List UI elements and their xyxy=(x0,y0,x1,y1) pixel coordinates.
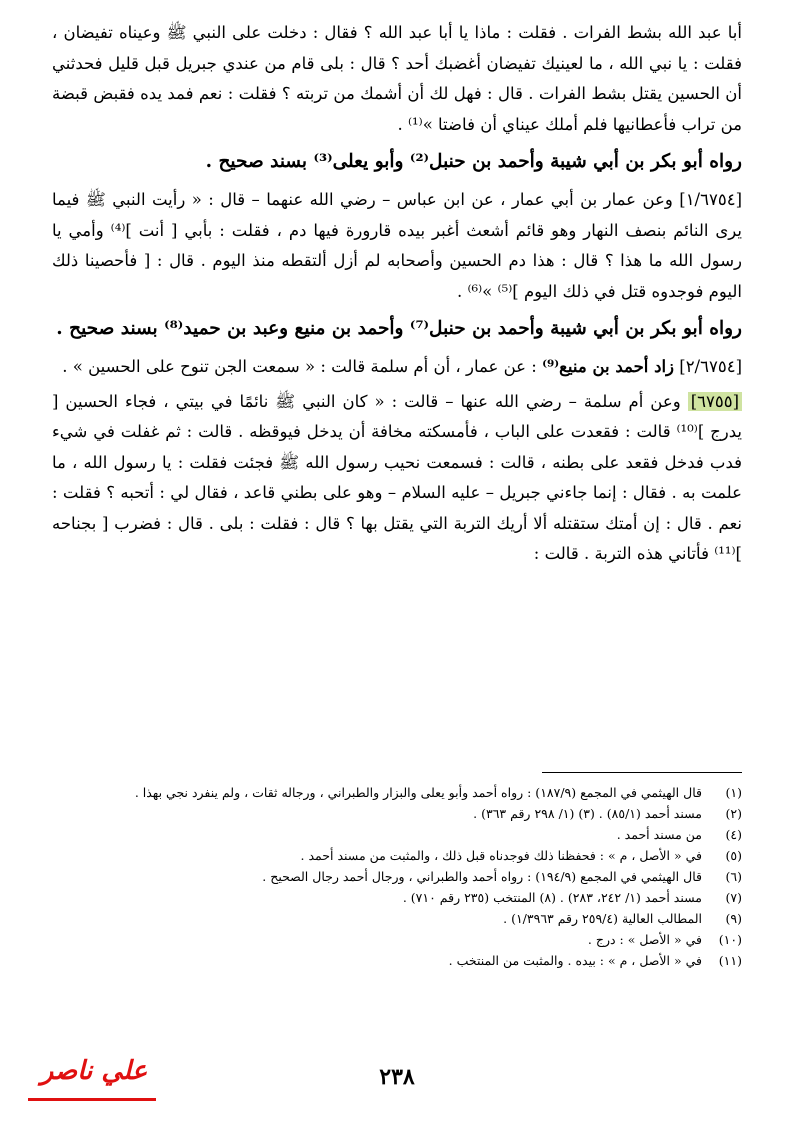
footnote: (٩)المطالب العالية (٢٥٩/٤ رقم ١/٣٩٦٣) . xyxy=(503,911,742,926)
footnote: (٥)في « الأصل ، م » : فحفظنا ذلك فوجدناه قبل ذلك ، والمثبت من مسند أحمد . xyxy=(300,848,742,863)
footnotes xyxy=(52,782,742,971)
footnote: (٢)مسند أحمد (٨٥/١) . (٣) (١/ ٢٩٨ رقم ٣٦٣) . xyxy=(473,806,742,821)
footnote: (١)قال الهيثمي في المجمع (١٨٧/٩) : رواه أحمد وأبو يعلى والبزار والطبراني ، ورجاله ثقات ، ولم ينفرد نجي بهذا . xyxy=(134,785,742,800)
signature-watermark: علي ناصر xyxy=(40,1056,148,1086)
hadith-ref-3: [٢/٦٧٥٤] xyxy=(679,357,742,376)
paragraph-2: [١/٦٧٥٤] وعن عمار بن أبي عمار ، عن ابن عباس – رضي الله عنهما – قال : « رأيت النبي ﷺ فيما يرى النائم بنصف النهار وهو قائم أشعث أغبر بيده قارورة فيها دم ، فقلت : بأبي [ أنت ]⁽⁴⁾ وأمي يا رسول الله ما هذا ؟ قال : هذا دم الحسين وأصحابه لم أزل ألتقطه منذ اليوم . قال : [ فأحصينا ذلك اليوم فوجدوه قتل في ذلك اليوم ]⁽⁵⁾ »⁽⁶⁾ . xyxy=(52,190,742,301)
narration-2: رواه أبو بكر بن أبي شيبة وأحمد بن حنبل⁽⁷⁾ وأحمد بن منيع وعبد بن حميد⁽⁸⁾ بسند صحيح . xyxy=(56,318,742,339)
footnote: (١٠)في « الأصل » : درج . xyxy=(587,932,742,947)
paragraph-3-text: : عن عمار ، أن أم سلمة قالت : « سمعت الجن تنوح على الحسين » . xyxy=(62,357,537,376)
paragraph-3 xyxy=(52,352,742,383)
footnote: (١١)في « الأصل ، م » : بيده . والمثبت من المنتخب . xyxy=(448,953,742,968)
narration-1: رواه أبو بكر بن أبي شيبة وأحمد بن حنبل⁽²⁾ وأبو يعلى⁽³⁾ بسند صحيح . xyxy=(205,151,742,172)
footnote: (٤)من مسند أحمد . xyxy=(616,827,742,842)
page-number: ٢٣٨ xyxy=(379,1064,415,1090)
footnote-separator xyxy=(542,772,742,773)
paragraph-4 xyxy=(52,387,742,570)
signature-underline xyxy=(28,1098,156,1101)
footnote: (٦)قال الهيثمي في المجمع (١٩٤/٩) : رواه أحمد والطبراني ، ورجال أحمد رجال الصحيح . xyxy=(262,869,742,884)
hadith-ref-highlight: [٦٧٥٥] xyxy=(688,392,742,411)
footnote: (٧)مسند أحمد (١/ ٢٤٢، ٢٨٣) . (٨) المنتخب (٢٣٥ رقم ٧١٠) . xyxy=(402,890,742,905)
paragraph-1: أبا عبد الله بشط الفرات . فقلت : ماذا يا أبا عبد الله ؟ فقال : دخلت على النبي ﷺ وعيناه تفيضان ، فقلت : يا نبي الله ، ما لعينيك تفيضان أغضبك أحد ؟ قال : بلى قام من عندي جبريل قبل قليل فحدثني أن الحسين يقتل بشط الفرات . قال : فهل لك أن أشمك من تربته ؟ فقلت : نعم فمد يده فقبض قبضة من تراب فأعطانيها فلم أملك عيناي أن فاضتا »⁽¹⁾ . xyxy=(52,23,742,134)
hadith-source-3: زاد أحمد بن منيع⁽⁹⁾ xyxy=(542,357,674,376)
paragraph-4-text: وعن أم سلمة – رضي الله عنها – قالت : « كان النبي ﷺ نائمًا في بيتي ، فجاء الحسين [ يدرج ]⁽¹⁰⁾ قالت : فقعدت على الباب ، فأمسكته مخافة أن يدخل فيوقظه . قالت : ثم غفلت في شيء فدب فدخل فقعد على بطنه ، قالت : فسمعت نحيب رسول الله ﷺ فجئت فقلت : يا رسول الله ، ما علمت به . فقال : إنما جاءني جبريل – عليه السلام – وهو على بطني قاعد ، فقال لي : أتحبه ؟ فقلت : نعم . قال : إن أمتك ستقتله ألا أريك التربة التي يقتل بها ؟ قال : فقلت : بلى . قال : فضرب [ بجناحه ]⁽¹¹⁾ فأتاني هذه التربة . قالت : xyxy=(52,391,743,563)
main-text xyxy=(52,18,742,570)
